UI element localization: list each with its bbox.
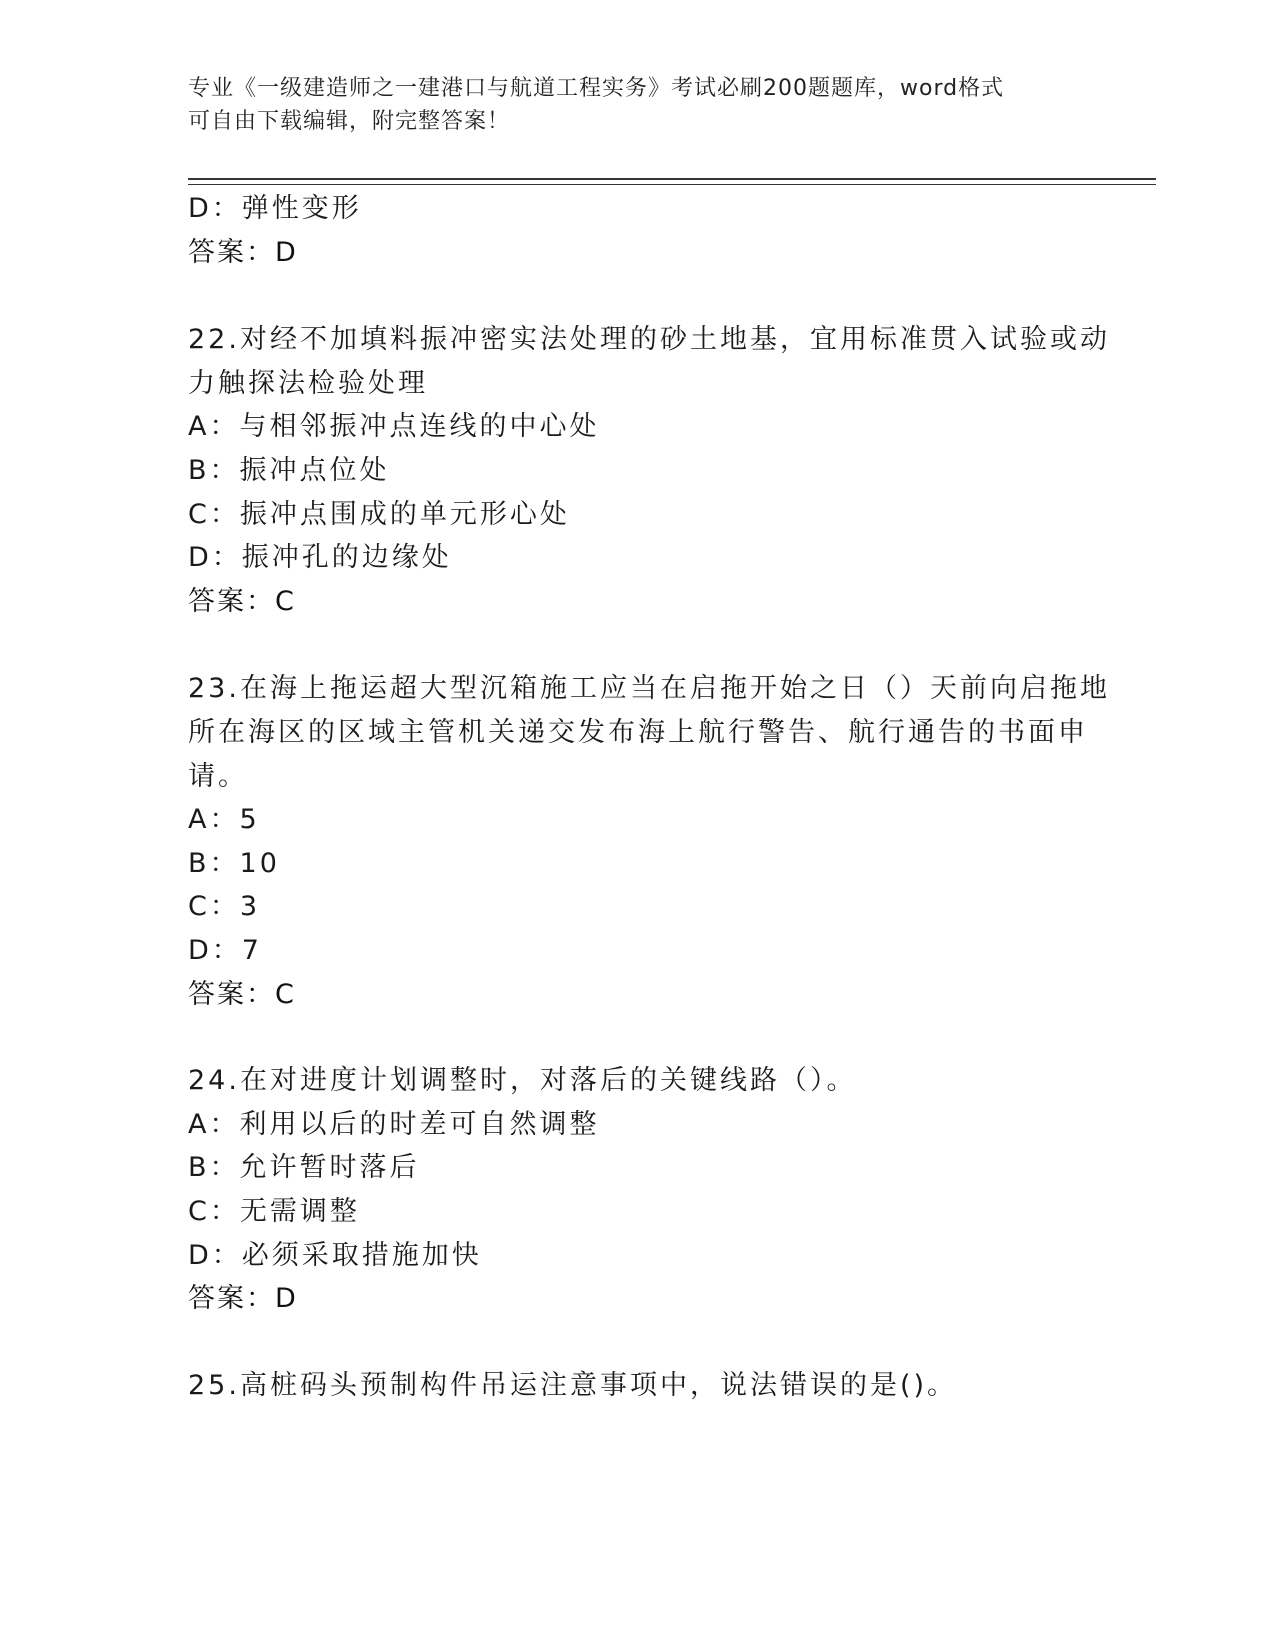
option-d: D：7 — [188, 935, 262, 966]
answer-line: 答案：D — [188, 237, 298, 268]
answer-line: 答案：C — [188, 979, 296, 1010]
option-b: B：振冲点位处 — [188, 455, 390, 486]
option-d: D：必须采取措施加快 — [188, 1240, 482, 1271]
question-stem: 23.在海上拖运超大型沉箱施工应当在启拖开始之日（）天前向启拖地 — [188, 673, 1110, 704]
option-b: B：10 — [188, 848, 280, 879]
question-stem: 所在海区的区域主管机关递交发布海上航行警告、航行通告的书面申 — [188, 717, 1088, 748]
header-line-1: 专业《一级建造师之一建港口与航道工程实务》考试必刷200题题库，word格式 — [188, 76, 1005, 101]
option-b: B：允许暂时落后 — [188, 1152, 420, 1183]
option-a: A：5 — [188, 804, 260, 835]
question-stem: 请。 — [188, 761, 248, 792]
option-a: A：与相邻振冲点连线的中心处 — [188, 411, 600, 442]
option-c: C：无需调整 — [188, 1196, 360, 1227]
document-header — [188, 72, 1068, 138]
answer-line: 答案：C — [188, 586, 296, 617]
option-d: D：弹性变形 — [188, 193, 362, 224]
header-rule-thick — [188, 178, 1156, 180]
header-line-2: 可自由下载编辑，附完整答案！ — [188, 109, 511, 134]
option-a: A：利用以后的时差可自然调整 — [188, 1109, 600, 1140]
option-d: D：振冲孔的边缘处 — [188, 542, 452, 573]
option-c: C：3 — [188, 891, 261, 922]
answer-line: 答案：D — [188, 1283, 298, 1314]
question-stem: 力触探法检验处理 — [188, 368, 428, 399]
question-stem: 25.高桩码头预制构件吊运注意事项中，说法错误的是()。 — [188, 1370, 958, 1401]
question-stem: 22.对经不加填料振冲密实法处理的砂土地基，宜用标准贯入试验或动 — [188, 324, 1110, 355]
question-stem: 24.在对进度计划调整时，对落后的关键线路（）。 — [188, 1065, 857, 1096]
option-c: C：振冲点围成的单元形心处 — [188, 499, 570, 530]
header-rule-thin — [188, 184, 1156, 185]
